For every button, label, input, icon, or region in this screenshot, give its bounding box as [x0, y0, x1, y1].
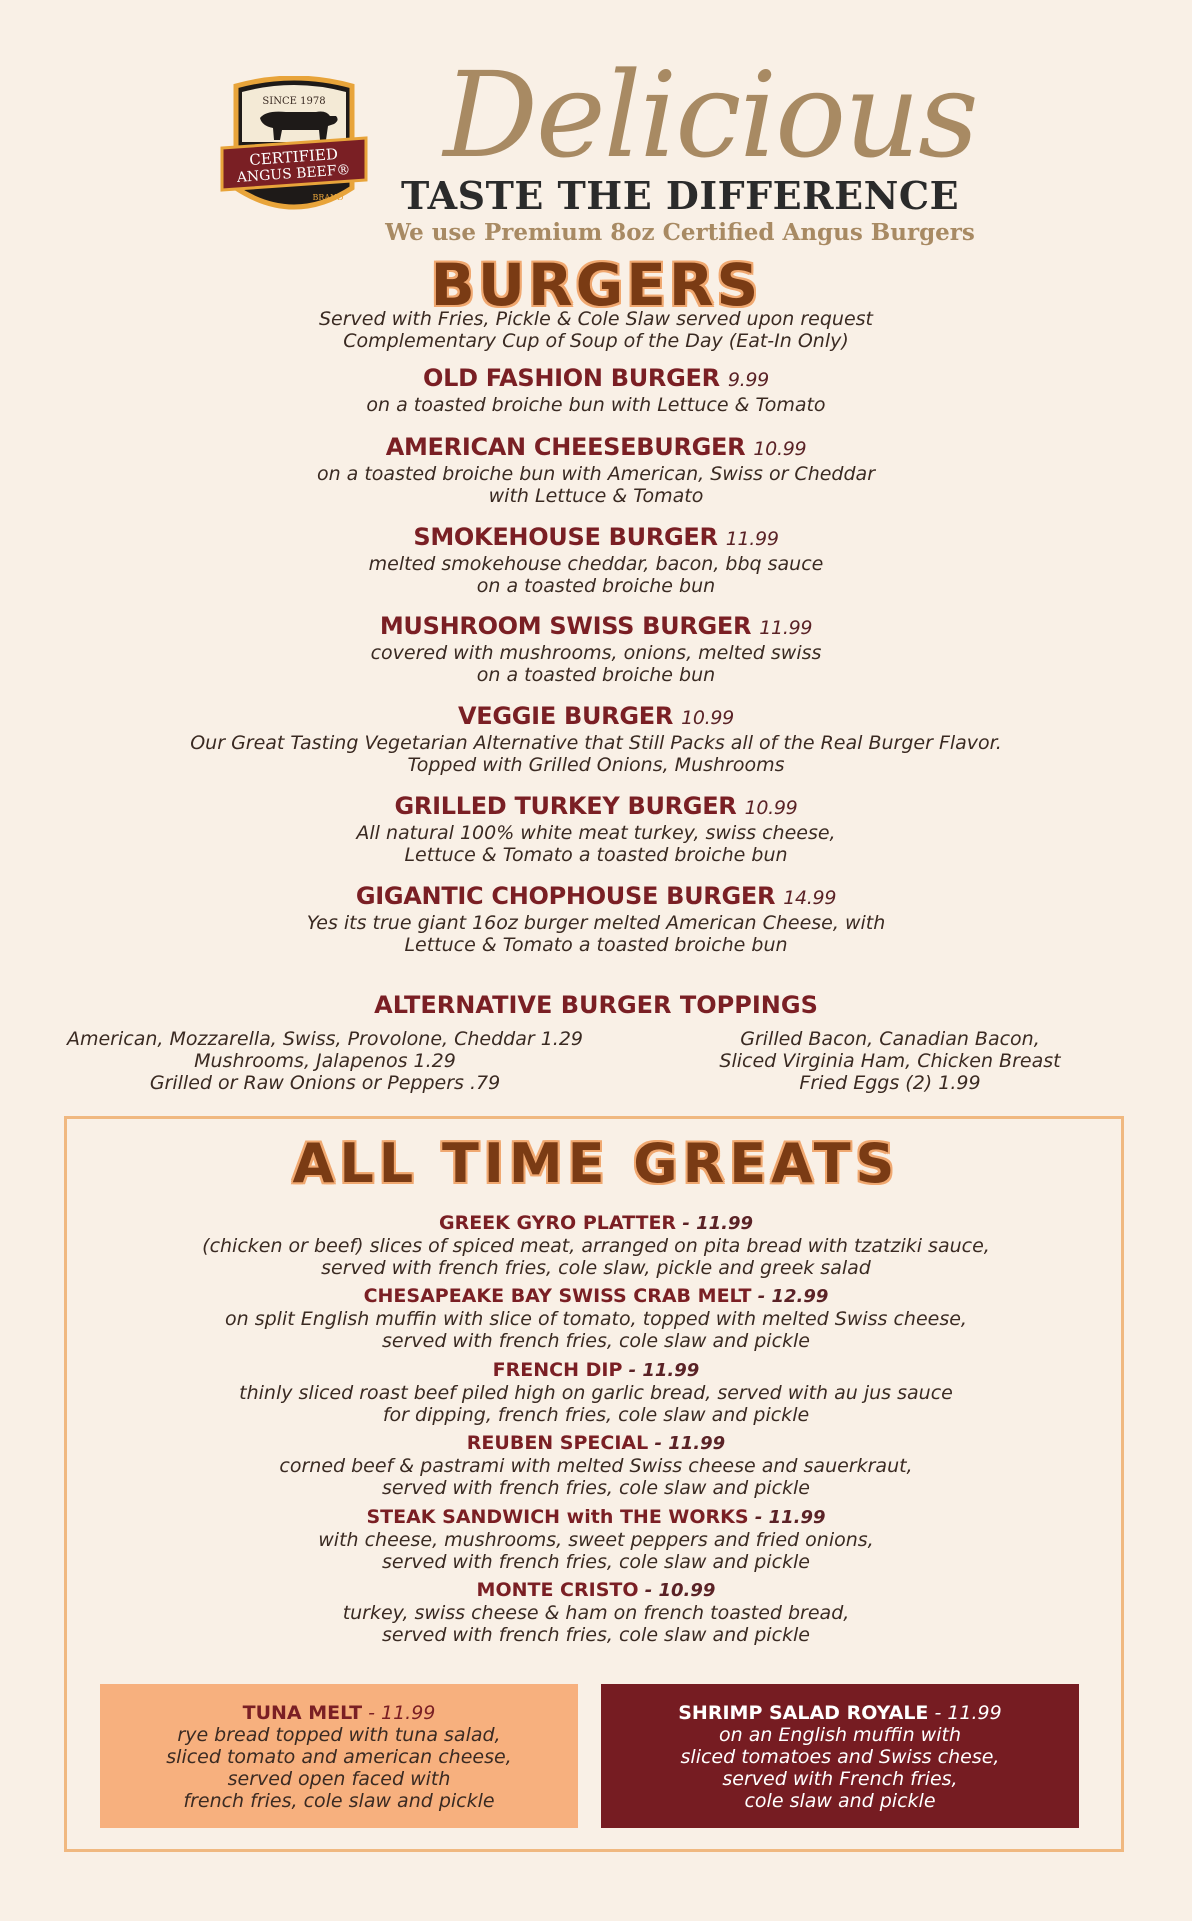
item-desc: served with french fries, cole slaw and pickle: [381, 1624, 810, 1646]
item-desc: Lettuce & Tomato a toasted broiche bun: [404, 844, 788, 866]
item-price: 11.99: [725, 528, 779, 550]
item-price: - 11.99: [928, 1702, 1002, 1724]
item-name: AMERICAN CHEESEBURGER: [385, 433, 746, 461]
item-desc: served with french fries, cole slaw and pickle: [381, 1477, 810, 1499]
item-price: - 10.99: [638, 1580, 716, 1601]
item-desc: on an English muffin with: [718, 1724, 961, 1746]
item-desc: served open faced with: [227, 1768, 451, 1790]
item-desc: rye bread topped with tuna salad,: [177, 1724, 501, 1746]
item-desc: Lettuce & Tomato a toasted broiche bun: [404, 934, 788, 956]
item-name: SHRIMP SALAD ROYALE: [678, 1702, 929, 1724]
tagline: TASTE THE DIFFERENCE: [400, 173, 960, 218]
item-desc: served with french fries, cole slaw and pickle: [381, 1551, 810, 1573]
logo-line2-text: ANGUS BEEF®: [236, 162, 352, 186]
item-desc: served with French fries,: [722, 1768, 958, 1790]
menu-item-steak-sandwich: [120, 1506, 1072, 1573]
item-price: 10.99: [744, 797, 798, 819]
item-price: 14.99: [783, 887, 837, 909]
logo-since-text: SINCE 1978: [262, 96, 326, 107]
topping-line: Mushrooms, Jalapenos 1.29: [194, 1050, 456, 1072]
item-desc: sliced tomato and american cheese,: [166, 1746, 512, 1768]
item-price: 10.99: [753, 438, 807, 460]
item-desc: sliced tomatoes and Swiss chese,: [680, 1746, 1000, 1768]
item-desc: thinly sliced roast beef piled high on garlic bread, served with au jus sauce: [239, 1382, 953, 1404]
toppings-right-list: [620, 1028, 1160, 1094]
item-desc: Topped with Grilled Onions, Mushrooms: [407, 754, 785, 776]
item-desc: covered with mushrooms, onions, melted swiss: [370, 642, 822, 664]
topping-line: American, Mozzarella, Swiss, Provolone, Cheddar 1.29: [66, 1028, 584, 1050]
menu-item-veggie-burger: [120, 702, 1072, 776]
toppings-left-list: [40, 1028, 610, 1094]
topping-line: Sliced Virginia Ham, Chicken Breast: [719, 1050, 1061, 1072]
item-price: - 11.99: [362, 1702, 436, 1724]
menu-item-chesapeake-bay-crab-melt: [120, 1285, 1072, 1352]
item-desc: on a toasted broiche bun: [476, 575, 716, 597]
menu-item-grilled-turkey-burger: [120, 792, 1072, 866]
burgers-heading: BURGERS: [430, 251, 762, 319]
item-name: MUSHROOM SWISS BURGER: [379, 612, 752, 640]
item-name: GRILLED TURKEY BURGER: [394, 792, 737, 820]
item-name: MONTE CRISTO: [476, 1579, 639, 1601]
item-name: VEGGIE BURGER: [458, 702, 673, 730]
script-title: Delicious: [443, 46, 977, 184]
item-desc: cole slaw and pickle: [744, 1790, 936, 1812]
subtagline: We use Premium 8oz Certified Angus Burgers: [385, 219, 975, 246]
certified-angus-beef-logo: [216, 76, 372, 232]
menu-item-greek-gyro-platter: [120, 1212, 1072, 1279]
item-desc: melted smokehouse cheddar, bacon, bbq sauce: [368, 553, 824, 575]
item-name: SMOKEHOUSE BURGER: [413, 523, 718, 551]
burgers-intro: [0, 308, 1192, 352]
toppings-heading: ALTERNATIVE BURGER TOPPINGS: [374, 991, 818, 1019]
menu-item-smokehouse-burger: [120, 523, 1072, 597]
shrimp-salad-royale-panel: [601, 1684, 1079, 1828]
burgers-intro-line: Served with Fries, Pickle & Cole Slaw served upon request: [318, 308, 874, 330]
item-desc: french fries, cole slaw and pickle: [183, 1790, 495, 1812]
item-name: GIGANTIC CHOPHOUSE BURGER: [355, 882, 776, 910]
item-name: REUBEN SPECIAL: [466, 1432, 649, 1454]
item-price: - 12.99: [751, 1286, 829, 1307]
item-desc: on a toasted broiche bun: [476, 664, 716, 686]
menu-item-old-fashion-burger: [120, 364, 1072, 416]
item-name: OLD FASHION BURGER: [423, 364, 720, 392]
item-name: GREEK GYRO PLATTER: [438, 1212, 677, 1234]
item-name: CHESAPEAKE BAY SWISS CRAB MELT: [363, 1285, 752, 1307]
item-desc: for dipping, french fries, cole slaw and pickle: [382, 1404, 810, 1426]
item-name: FRENCH DIP: [492, 1359, 623, 1381]
logo-brand-text: BRAND: [312, 193, 344, 202]
item-desc: served with french fries, cole slaw and pickle: [381, 1330, 810, 1352]
item-price: 9.99: [727, 369, 769, 391]
item-desc: on split English muffin with slice of tomato, topped with melted Swiss cheese,: [225, 1308, 967, 1330]
menu-item-gigantic-chophouse-burger: [120, 882, 1072, 956]
topping-line: Grilled Bacon, Canadian Bacon,: [740, 1028, 1040, 1050]
item-desc: Yes its true giant 16oz burger melted American Cheese, with: [306, 912, 886, 934]
item-desc: on a toasted broiche bun with Lettuce & Tomato: [366, 394, 826, 416]
item-price: - 11.99: [676, 1213, 754, 1234]
menu-item-french-dip: [120, 1359, 1072, 1426]
item-desc: turkey, swiss cheese & ham on french toasted bread,: [342, 1602, 850, 1624]
menu-item-mushroom-swiss-burger: [120, 612, 1072, 686]
item-desc: corned beef & pastrami with melted Swiss cheese and sauerkraut,: [279, 1455, 913, 1477]
item-desc: Our Great Tasting Vegetarian Alternative that Still Packs all of the Real Burger Flavor.: [190, 732, 1002, 754]
menu-item-reuben-special: [120, 1432, 1072, 1499]
burgers-intro-line: Complementary Cup of Soup of the Day (Eat-In Only): [343, 330, 849, 352]
item-name: STEAK SANDWICH with THE WORKS: [366, 1506, 749, 1528]
tuna-melt-panel: [100, 1684, 578, 1828]
item-price: - 11.99: [622, 1360, 700, 1381]
item-price: 11.99: [759, 617, 813, 639]
item-desc: (chicken or beef) slices of spiced meat, arranged on pita bread with tzatziki sauce,: [202, 1235, 990, 1257]
item-price: - 11.99: [748, 1507, 826, 1528]
menu-item-monte-cristo: [120, 1579, 1072, 1646]
item-desc: on a toasted broiche bun with American, Swiss or Cheddar: [316, 463, 876, 485]
item-desc: with Lettuce & Tomato: [488, 485, 704, 507]
item-desc: served with french fries, cole slaw, pickle and greek salad: [321, 1257, 871, 1279]
topping-line: Grilled or Raw Onions or Peppers .79: [149, 1072, 501, 1094]
item-desc: All natural 100% white meat turkey, swiss cheese,: [356, 822, 836, 844]
all-time-greats-heading: ALL TIME GREATS: [292, 1132, 900, 1195]
item-name: TUNA MELT: [242, 1702, 363, 1724]
menu-item-american-cheeseburger: [120, 433, 1072, 507]
item-desc: with cheese, mushrooms, sweet peppers and fried onions,: [318, 1529, 874, 1551]
item-price: - 11.99: [648, 1433, 726, 1454]
topping-line: Fried Eggs (2) 1.99: [799, 1072, 981, 1094]
item-price: 10.99: [681, 707, 734, 729]
logo-line1-text: CERTIFIED: [248, 144, 339, 170]
